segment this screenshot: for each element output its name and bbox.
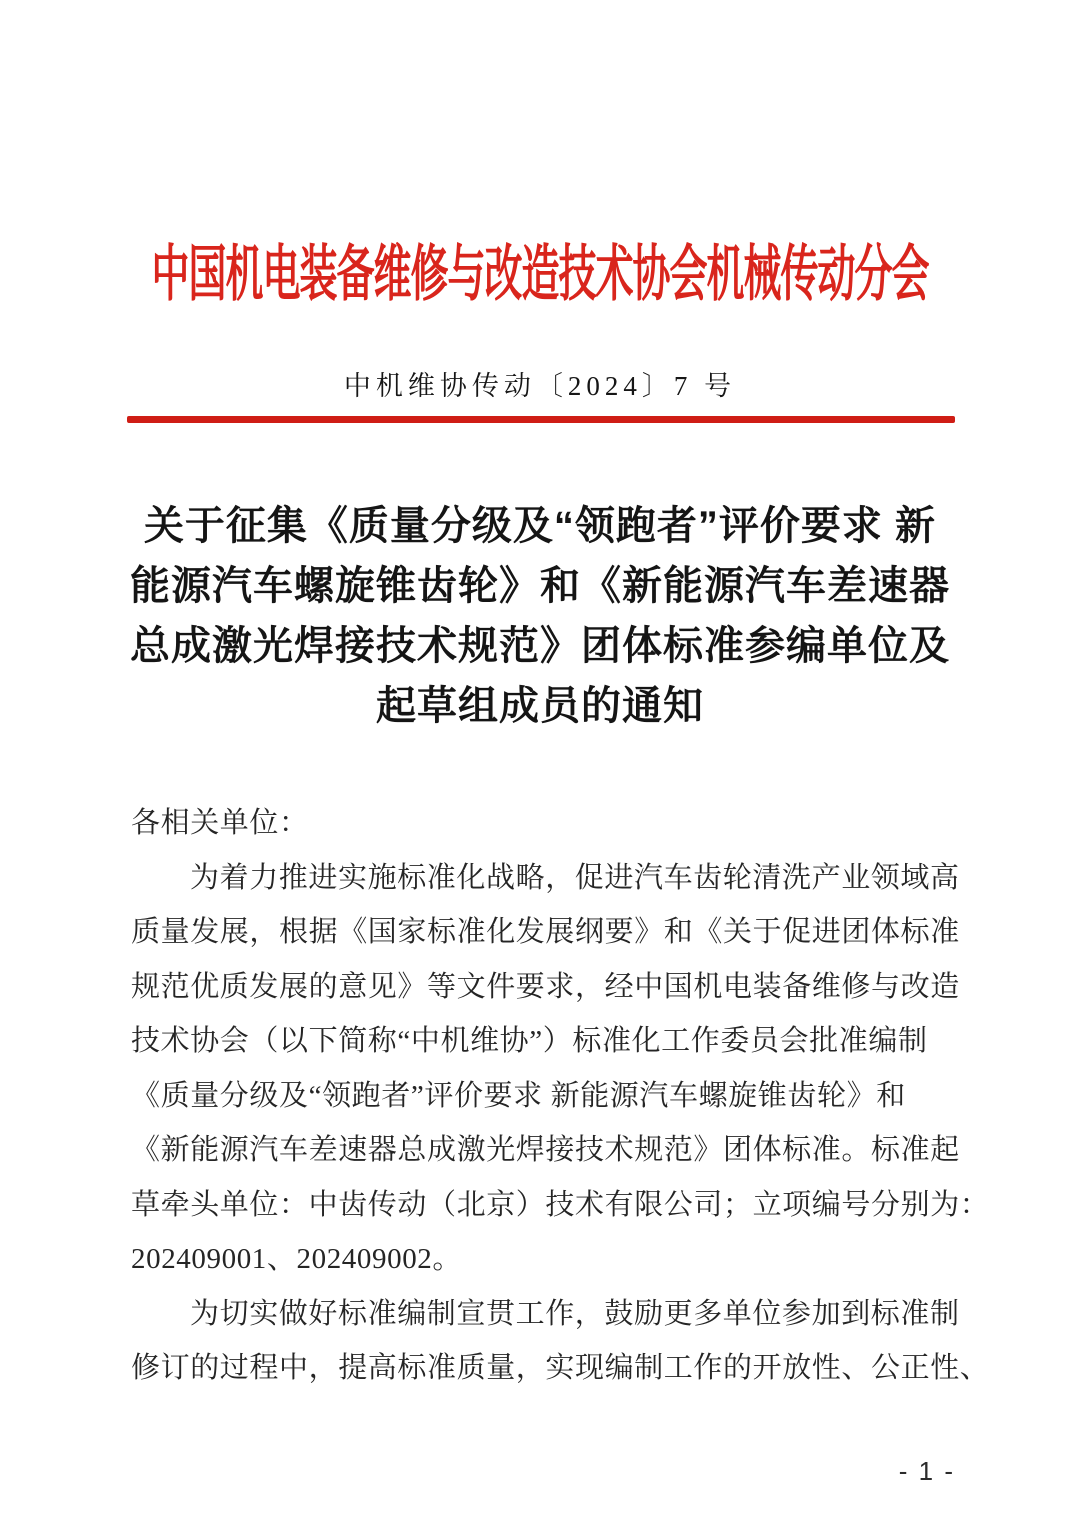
- body-line: 为切实做好标准编制宣贯工作，鼓励更多单位参加到标准制: [190, 1297, 960, 1330]
- notice-title-line-3: 总成激光焊接技术规范》团体标准参编单位及: [130, 624, 950, 668]
- salutation-line: 各相关单位：: [131, 807, 309, 839]
- body-line: 《新能源汽车差速器总成激光焊接技术规范》团体标准。标准起: [131, 1134, 960, 1166]
- body-line: 技术协会（以下简称“中机维协”）标准化工作委员会批准编制: [131, 1025, 928, 1057]
- document-number: 中机维协传动〔2024〕7 号: [343, 371, 737, 401]
- notice-title: [70, 496, 1010, 736]
- body-line: 202409001、202409002。: [131, 1243, 462, 1275]
- body-line: 修订的过程中，提高标准质量，实现编制工作的开放性、公正性、: [131, 1352, 990, 1384]
- notice-title-line-4: 起草组成员的通知: [376, 684, 704, 728]
- issuer-header-title: 中国机电装备维修与改造技术协会机械传动分会: [151, 241, 929, 309]
- page-number: - 1 -: [898, 1456, 955, 1486]
- notice-title-line-2: 能源汽车螺旋锥齿轮》和《新能源汽车差速器: [130, 564, 950, 608]
- body-line: 草牵头单位：中齿传动（北京）技术有限公司；立项编号分别为：: [131, 1188, 990, 1221]
- body-line: 为着力推进实施标准化战略，促进汽车齿轮清洗产业领域高: [190, 861, 960, 894]
- red-divider-rule: [127, 416, 955, 423]
- notice-body: [131, 796, 990, 1396]
- notice-title-line-1: 关于征集《质量分级及“领跑者”评价要求 新: [143, 504, 937, 548]
- body-line: 规范优质发展的意见》等文件要求，经中国机电装备维修与改造: [131, 970, 960, 1003]
- body-line: 质量发展，根据《国家标准化发展纲要》和《关于促进团体标准: [131, 916, 960, 948]
- body-line: 《质量分级及“领跑者”评价要求 新能源汽车螺旋锥齿轮》和: [131, 1079, 906, 1112]
